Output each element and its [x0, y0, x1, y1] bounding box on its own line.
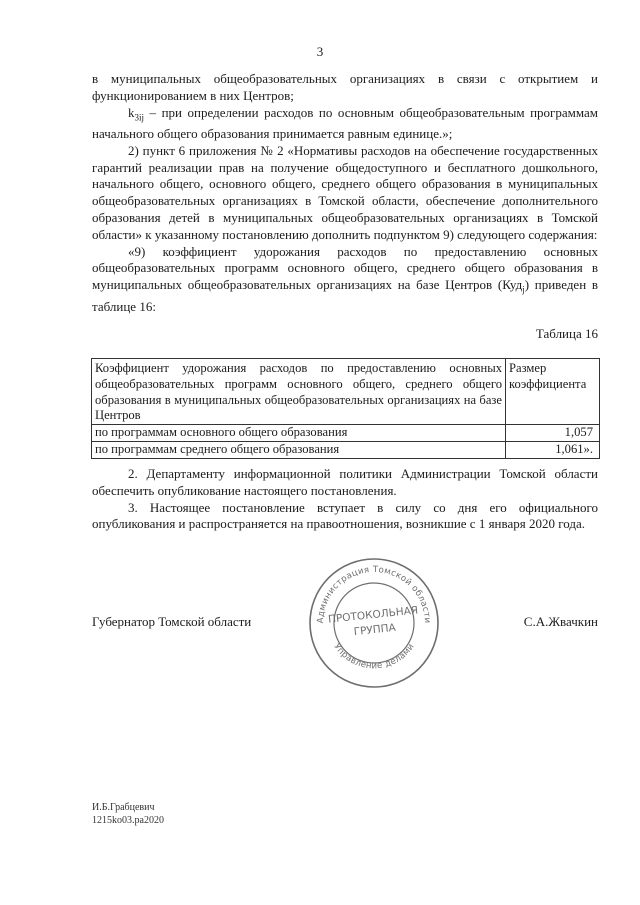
stamp-center-line1: ПРОТОКОЛЬНАЯ [327, 604, 419, 626]
table-row [92, 425, 600, 442]
closing-paragraphs [92, 466, 598, 533]
table-row-value: 1,061». [506, 441, 600, 458]
paragraph-subpoint-9 [92, 244, 598, 316]
stamp-ring-bottom-text: Управление делами [331, 641, 417, 672]
paragraph-coefficient-k3ij [92, 105, 598, 143]
table-row-label: по программам основного общего образования [92, 425, 506, 442]
coefficient-subscript: 3ij [134, 112, 145, 123]
table-header-value: Размер коэффициента [506, 359, 600, 425]
coefficient-symbol: k [128, 104, 135, 120]
stamp-center-line2: ГРУППА [353, 621, 397, 639]
table-row-label: по программам среднего общего образования [92, 441, 506, 458]
body-text [92, 71, 598, 315]
coefficient-definition: – при определении расходов по основным общеобразовательным программам начального общего образования принимается равным единице.»; [92, 104, 598, 141]
official-stamp [304, 553, 444, 693]
paragraph-publication: 2. Департаменту информационной политики Администрации Томской области обеспечить опубликование настоящего постановления. [92, 466, 598, 498]
table-header-description: Коэффициент удорожания расходов по предоставлению основных общеобразовательных программ основного общего, среднего общего образования в муниципальных общеобразовательных организациях на базе Центров [92, 359, 506, 425]
table-header-row [92, 359, 600, 425]
footer-code: 1215ko03.pa2020 [92, 815, 164, 826]
subpoint-end: ) приведен в таблице 16: [92, 277, 598, 314]
paragraph-amendment-point: 2) пункт 6 приложения № 2 «Нормативы расходов на обеспечение государственных гарантий реализации прав на получение общедоступного и бесплатного дошкольного, начального общего, основного общего, среднего общего образования в муниципальных общеобразовательных организациях в Томской области, обеспечение дополнительного образования детей в муниципальных общеобразовательных организациях в Томской области» к указанному постановлению дополнить подпунктом 9) следующего содержания: [92, 142, 598, 242]
paragraph-effective-date: 3. Настоящее постановление вступает в силу со дня его официального опубликования и распространяется на правоотношения, возникшие с 1 января 2020 года. [92, 499, 598, 532]
table-caption: Таблица 16 [535, 326, 598, 341]
signature-title: Губернатор Томской области [92, 614, 252, 629]
signature-name: С.А.Жвачкин [523, 614, 598, 629]
subpoint-subscript: j [522, 284, 525, 295]
page-number: 3 [316, 44, 324, 59]
subpoint-text: «9) коэффициент удорожания расходов по предоставлению основных общеобразовательных программ основного общего, среднего общего образования в муниципальных общеобразовательных организациях на базе Центров (Куд [92, 243, 598, 293]
coefficient-table [91, 358, 600, 459]
stamp-ring-text: Администрация Томской области [315, 564, 433, 624]
footer-author: И.Б.Грабцевич [92, 802, 155, 813]
svg-text:Управление делами [331, 642, 416, 671]
table-row [92, 441, 600, 458]
document-footer [92, 801, 164, 827]
table-row-value: 1,057 [506, 425, 600, 442]
paragraph-continuation: в муниципальных общеобразовательных организациях в связи с открытием и функционированием в них Центров; [92, 71, 598, 103]
